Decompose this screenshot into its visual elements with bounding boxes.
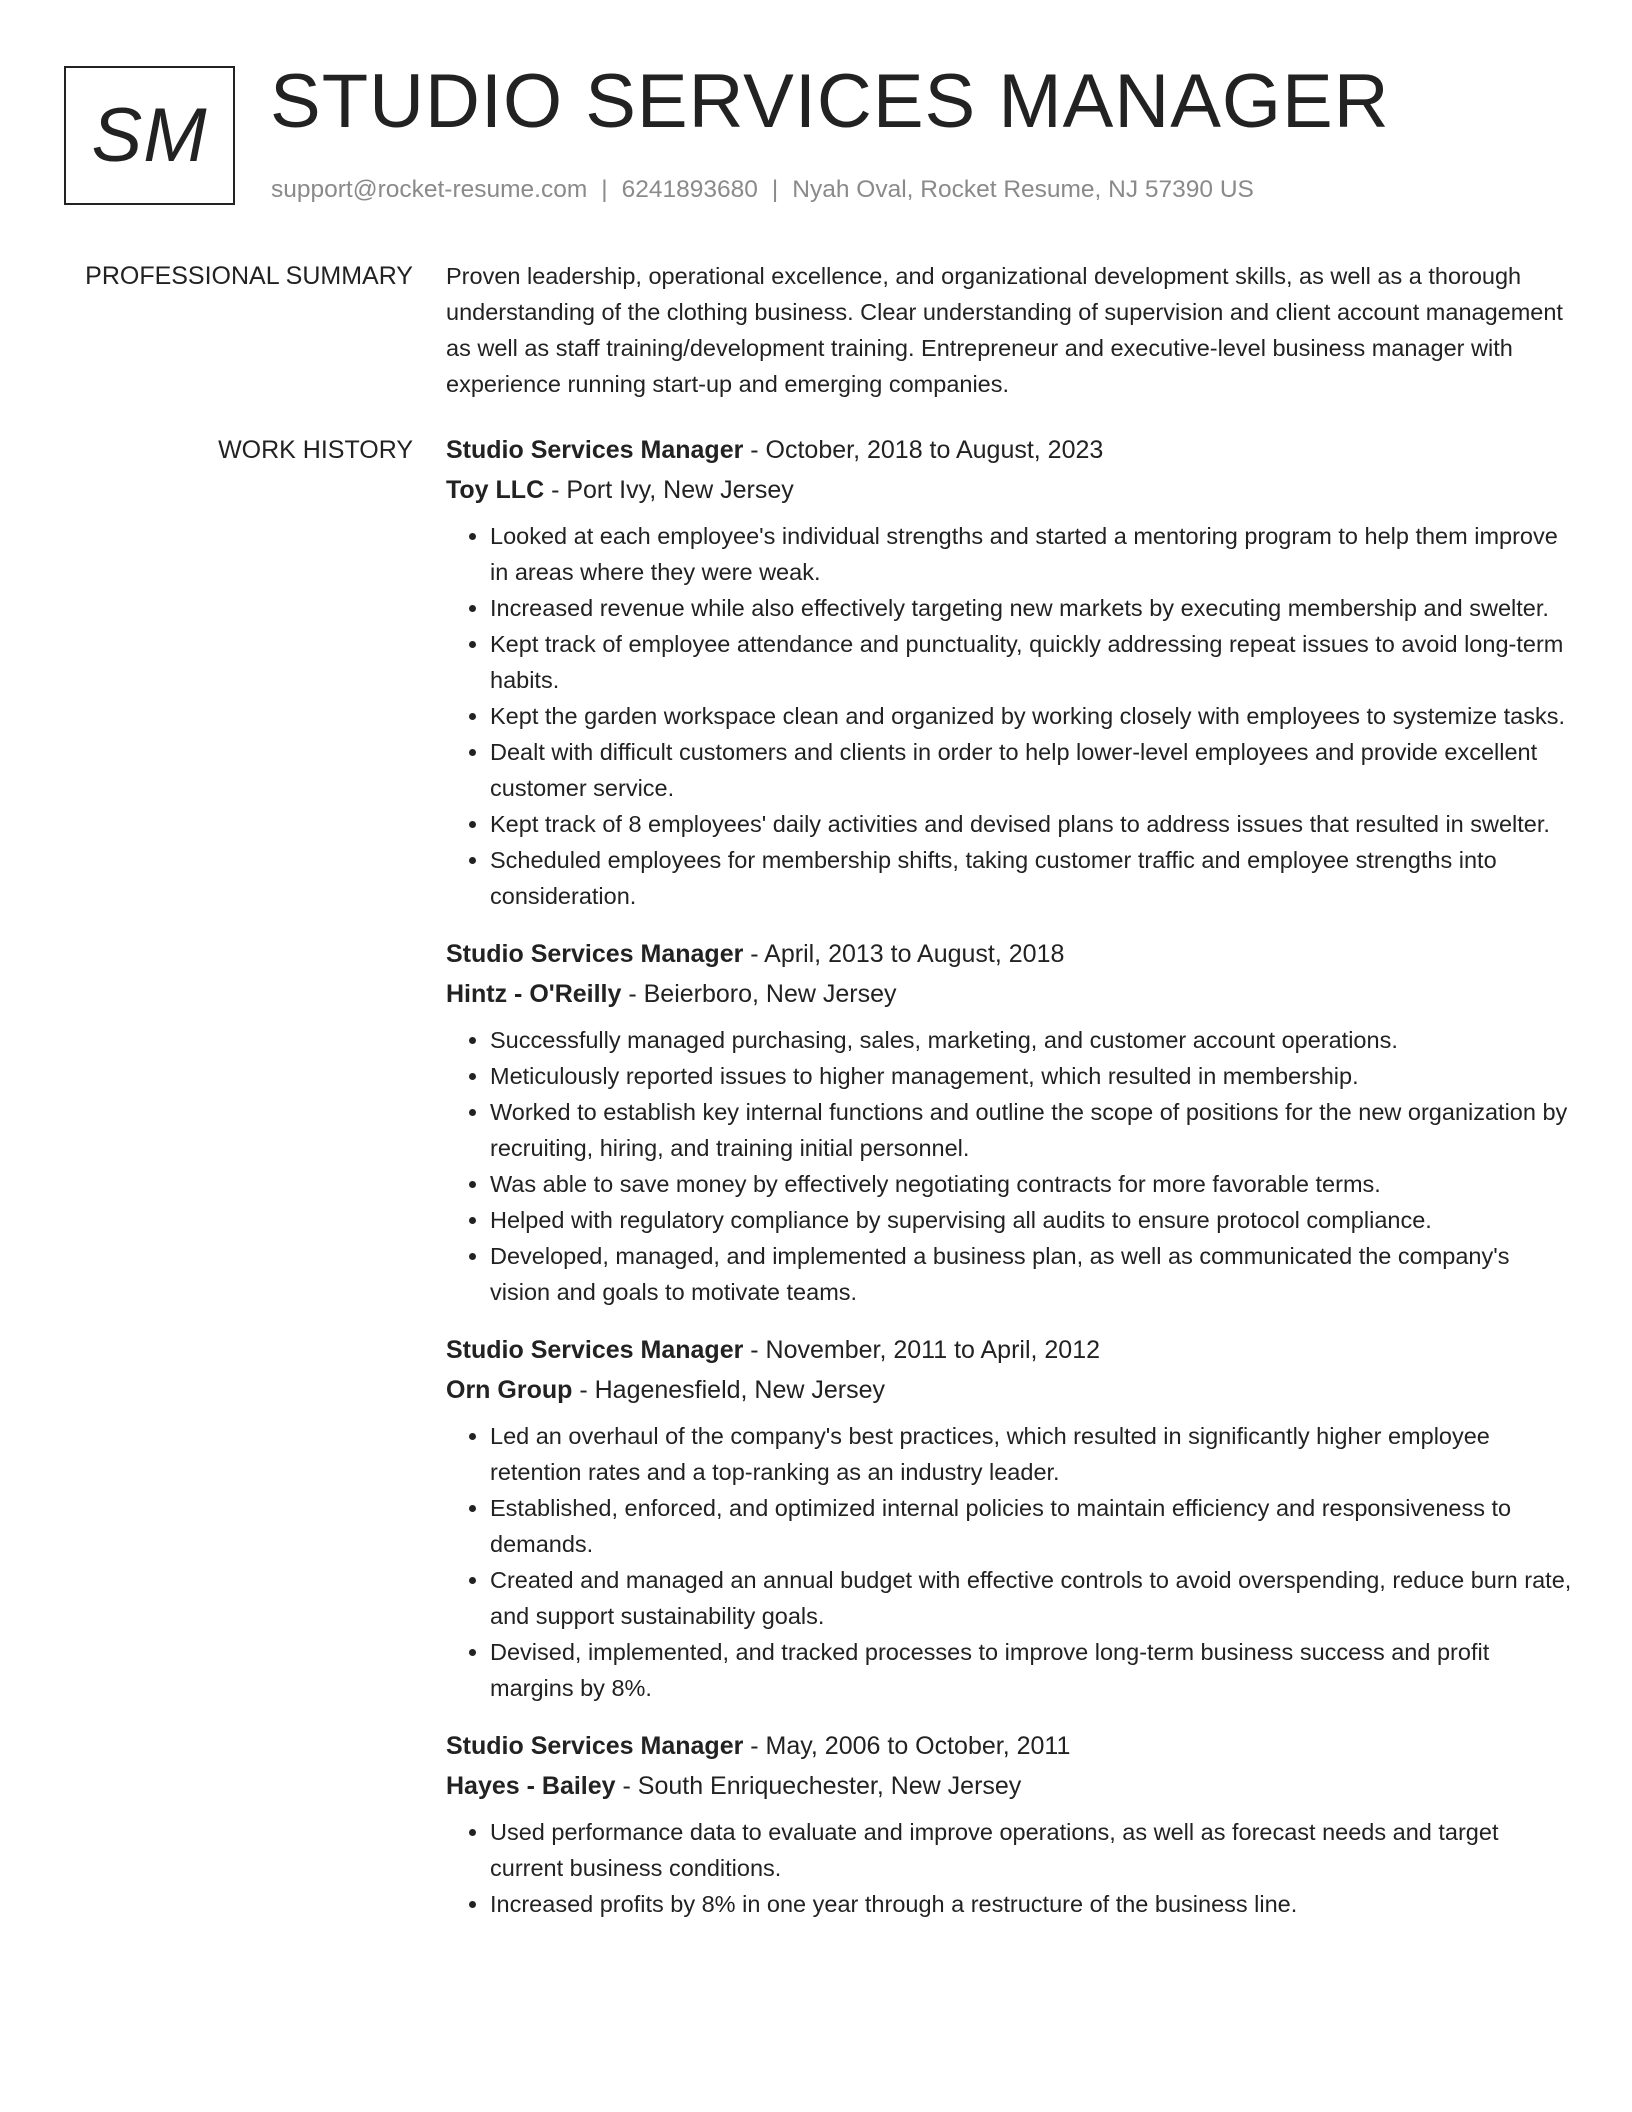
job-duties-list <box>446 1814 1576 1922</box>
job-company: Toy LLC <box>446 476 545 504</box>
job-dates: - October, 2018 to August, 2023 <box>743 436 1104 464</box>
job-duty: • Kept track of 8 employees' daily activities and devised plans to address issues that resulted in swelter. <box>490 806 1576 842</box>
job-duty: • Created and managed an annual budget with effective controls to avoid overspending, reduce burn rate, and support sustainability goals. <box>490 1562 1576 1634</box>
contact-address: Nyah Oval, Rocket Resume, NJ 57390 US <box>792 176 1254 203</box>
contact-separator: | <box>771 176 779 203</box>
job-company-line <box>446 1766 1576 1806</box>
job-duty: • Led an overhaul of the company's best practices, which resulted in significantly higher employee retention rates and a top-ranking as an industry leader. <box>490 1418 1576 1490</box>
job-dates: - November, 2011 to April, 2012 <box>743 1336 1101 1364</box>
contact-separator: | <box>601 176 608 203</box>
job-company: Hayes - Bailey <box>446 1772 616 1800</box>
job-title-line <box>446 934 1576 974</box>
resume-title: STUDIO SERVICES MANAGER <box>270 59 1390 144</box>
job-title: Studio Services Manager <box>446 940 744 968</box>
job-company-line <box>446 1370 1576 1410</box>
job-location: - Beierboro, New Jersey <box>621 980 897 1008</box>
job-entry <box>446 1330 1576 1706</box>
job-entry <box>446 430 1576 914</box>
job-location: - South Enriquechester, New Jersey <box>615 1772 1022 1800</box>
monogram-logo <box>64 66 235 205</box>
job-title: Studio Services Manager <box>446 436 744 464</box>
job-dates: - April, 2013 to August, 2018 <box>743 940 1065 968</box>
contact-phone[interactable]: 6241893680 <box>621 176 758 203</box>
job-duty: • Kept track of employee attendance and punctuality, quickly addressing repeat issues to avoid long-term habits. <box>490 626 1576 698</box>
contact-email[interactable]: support@rocket-resume.com <box>271 176 588 203</box>
summary-section-label: PROFESSIONAL SUMMARY <box>85 262 413 290</box>
job-company-line <box>446 974 1576 1014</box>
job-duty: • Successfully managed purchasing, sales, marketing, and customer account operations. <box>490 1022 1576 1058</box>
summary-text: Proven leadership, operational excellence, and organizational development skills, as well as a thorough understanding of the clothing business. Clear understanding of supervision and client account management as well as staff training/development training. Entrepreneur and executive-level business manager with experience running start-up and emerging companies. <box>446 263 1563 397</box>
contact-info <box>271 176 1254 204</box>
job-duty: • Devised, implemented, and tracked processes to improve long-term business success and profit margins by 8%. <box>490 1634 1576 1706</box>
job-duty: • Kept the garden workspace clean and organized by working closely with employees to systemize tasks. <box>490 698 1576 734</box>
job-duty: • Increased revenue while also effectively targeting new markets by executing membership and swelter. <box>490 590 1576 626</box>
job-duty: • Established, enforced, and optimized internal policies to maintain efficiency and responsiveness to demands. <box>490 1490 1576 1562</box>
job-duties-list <box>446 518 1576 914</box>
job-duty: • Was able to save money by effectively negotiating contracts for more favorable terms. <box>490 1166 1576 1202</box>
job-duty: • Meticulously reported issues to higher management, which resulted in membership. <box>490 1058 1576 1094</box>
job-title-line <box>446 1726 1576 1766</box>
job-company: Orn Group <box>446 1376 573 1404</box>
job-entry <box>446 934 1576 1310</box>
job-entry <box>446 1726 1576 1922</box>
job-duty: • Worked to establish key internal functions and outline the scope of positions for the new organization by recruiting, hiring, and training initial personnel. <box>490 1094 1576 1166</box>
job-dates: - May, 2006 to October, 2011 <box>743 1732 1071 1760</box>
job-location: - Hagenesfield, New Jersey <box>572 1376 886 1404</box>
job-location: - Port Ivy, New Jersey <box>544 476 794 504</box>
job-title: Studio Services Manager <box>446 1336 744 1364</box>
work-history-section-label: WORK HISTORY <box>218 436 413 464</box>
job-duty: • Increased profits by 8% in one year through a restructure of the business line. <box>490 1886 1576 1922</box>
job-duties-list <box>446 1418 1576 1706</box>
job-company: Hintz - O'Reilly <box>446 980 622 1008</box>
job-company-line <box>446 470 1576 510</box>
summary-section <box>446 258 1576 402</box>
job-duty: • Looked at each employee's individual strengths and started a mentoring program to help them improve in areas where they were weak. <box>490 518 1576 590</box>
job-duty: • Helped with regulatory compliance by supervising all audits to ensure protocol compliance. <box>490 1202 1576 1238</box>
job-duty: • Used performance data to evaluate and improve operations, as well as forecast needs and target current business conditions. <box>490 1814 1576 1886</box>
job-duty: • Scheduled employees for membership shifts, taking customer traffic and employee strengths into consideration. <box>490 842 1576 914</box>
job-duty: • Dealt with difficult customers and clients in order to help lower-level employees and provide excellent customer service. <box>490 734 1576 806</box>
job-title: Studio Services Manager <box>446 1732 744 1760</box>
monogram-text: SM <box>91 93 208 178</box>
work-history-section <box>446 430 1576 1942</box>
job-duties-list <box>446 1022 1576 1310</box>
job-title-line <box>446 430 1576 470</box>
job-title-line <box>446 1330 1576 1370</box>
job-duty: • Developed, managed, and implemented a business plan, as well as communicated the company's vision and goals to motivate teams. <box>490 1238 1576 1310</box>
